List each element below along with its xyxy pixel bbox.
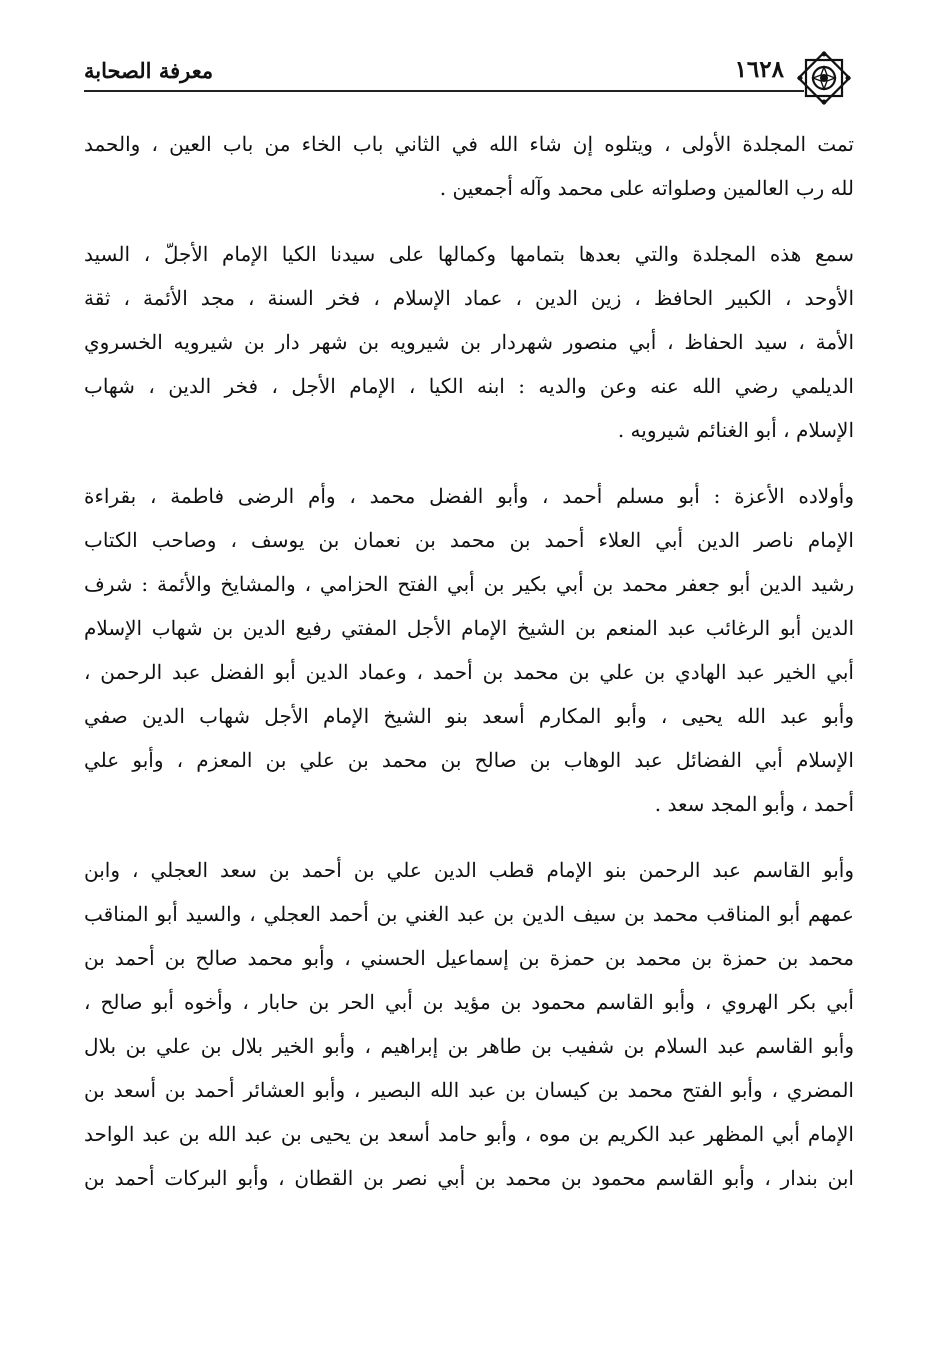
book-title: معرفة الصحابة [84, 58, 214, 83]
header-rule [84, 90, 804, 92]
text-line: المضري ، وأبو الفتح محمد بن كيسان بن عبد الله البصير ، وأبو العشائر أحمد بن أسعد بن [84, 1078, 854, 1102]
text-line: الأمة ، سيد الحفاظ ، أبي منصور شهردار بن شيرويه بن شهر دار بن شيرويه الخسروي [84, 330, 854, 354]
text-line: سمع هذه المجلدة والتي بعدها بتمامها وكمالها على سيدنا الكيا الإمام الأجلّ ، السيد [84, 242, 854, 266]
paragraph [84, 848, 854, 1200]
paragraph [84, 474, 854, 826]
text-line: الأوحد ، الكبير الحافظ ، زين الدين ، عماد الإسلام ، فخر السنة ، مجد الأئمة ، ثقة [84, 286, 854, 310]
page-header [84, 48, 854, 108]
text-line: وأولاده الأعزة : أبو مسلم أحمد ، وأبو الفضل محمد ، وأم الرضى فاطمة ، بقراءة [84, 484, 854, 508]
text-line: عمهم أبو المناقب محمد بن سيف الدين بن عبد الغني بن أحمد العجلي ، والسيد أبو المناقب [84, 902, 854, 926]
text-line: أحمد ، وأبو المجد سعد . [654, 792, 854, 816]
body-text [84, 122, 854, 1222]
text-line: رشيد الدين أبو جعفر محمد بن أبي بكير بن أبي الفتح الحزامي ، والمشايخ والأئمة : شرف [84, 572, 854, 596]
text-line: تمت المجلدة الأولى ، ويتلوه إن شاء الله في الثاني باب الخاء من باب العين ، والحمد [84, 132, 854, 156]
text-line: الديلمي رضي الله عنه وعن والديه : ابنه الكيا ، الإمام الأجل ، فخر الدين ، شهاب [84, 374, 854, 398]
text-line: الإسلام ، أبو الغنائم شيرويه . [617, 418, 854, 442]
text-line: الإسلام أبي الفضائل عبد الوهاب بن صالح بن محمد بن علي بن المعزم ، وأبو علي [84, 748, 854, 772]
ornament-icon [794, 48, 854, 108]
text-line: محمد بن حمزة بن محمد بن حمزة بن إسماعيل الحسني ، وأبو محمد صالح بن أحمد بن [84, 946, 854, 970]
paragraph [84, 122, 854, 210]
text-line: أبي الخير عبد الهادي بن علي بن محمد بن أحمد ، وعماد الدين أبو الفضل عبد الرحمن ، [84, 660, 854, 684]
text-line: وأبو القاسم عبد الرحمن بنو الإمام قطب الدين علي بن أحمد بن سعد العجلي ، وابن [84, 858, 854, 882]
text-line: وأبو القاسم عبد السلام بن شفيب بن طاهر بن إبراهيم ، وأبو الخير بلال بن علي بن بلال [84, 1034, 854, 1058]
text-line: الإمام ناصر الدين أبي العلاء أحمد بن محمد بن نعمان بن يوسف ، وصاحب الكتاب [84, 528, 854, 552]
text-line: أبي بكر الهروي ، وأبو القاسم محمود بن مؤيد بن أبي الحر بن حابار ، وأخوه أبو صالح ، [84, 990, 854, 1014]
text-line: الإمام أبي المظهر عبد الكريم بن موه ، وأبو حامد أسعد بن يحيى بن عبد الله بن عبد الواحد [84, 1122, 854, 1146]
page-number: ١٦٢٨ [734, 56, 784, 83]
text-line: وأبو عبد الله يحيى ، وأبو المكارم أسعد بنو الشيخ الإمام الأجل شهاب الدين صفي [84, 704, 854, 728]
text-line: لله رب العالمين وصلواته على محمد وآله أجمعين . [439, 176, 854, 200]
text-line: ابن بندار ، وأبو القاسم محمود بن محمد بن أبي نصر بن القطان ، وأبو البركات أحمد بن [84, 1166, 854, 1190]
paragraph [84, 232, 854, 452]
text-line: الدين أبو الرغائب عبد المنعم بن الشيخ الإمام الأجل المفتي رفيع الدين بن شهاب الإسلام [84, 616, 854, 640]
